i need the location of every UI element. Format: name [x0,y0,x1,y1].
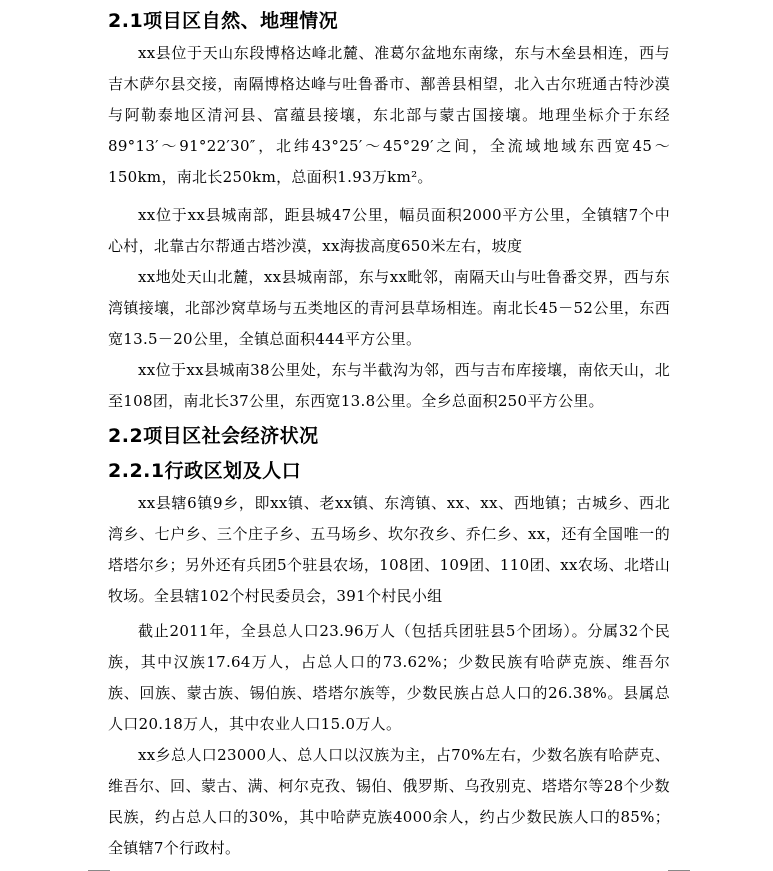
paragraph-location-town-a: xx位于xx县城南部，距县城47公里，幅员面积2000平方公里，全镇辖7个中心村，北靠古尔帮通古塔沙漠，xx海拔高度650米左右，坡度 [108,206,670,255]
paragraph-location-township: xx位于xx县城南38公里处，东与半截沟为邻，西与吉布库接壤，南依天山，北至108团，南北长37公里，东西宽13.8公里。全乡总面积250平方公里。 [108,361,670,410]
section-heading-2-2-1: 2.2.1行政区划及人口 [108,460,302,482]
paragraph-location-county: xx县位于天山东段博格达峰北麓、准葛尔盆地东南缘，东与木垒县相连，西与吉木萨尔县交接，南隔博格达峰与吐鲁番市、鄯善县相望，北入古尔班通古特沙漠与阿勒泰地区清河县、富蕴县接壤，东北部与蒙古国接壤。地理坐标介于东经89°13′～91°22′30″，北纬43°25′～45°29′之间，全流域地域东西宽45～150km，南北长250km，总面积1.93万km²。 [108,44,670,186]
section-heading-2-1: 2.1项目区自然、地理情况 [108,10,339,32]
section-heading-2-2: 2.2项目区社会经济状况 [108,425,319,447]
paragraph-population-county: 截止2011年，全县总人口23.96万人（包括兵团驻县5个团场）。分属32个民族，其中汉族17.64万人，占总人口的73.62%；少数民族有哈萨克族、维吾尔族、回族、蒙古族、锡伯族、塔塔尔族等，少数民族占总人口的26.38%。县属总人口20.18万人，其中农业人口15.0万人。 [108,622,670,733]
paragraph-administrative-divisions: xx县辖6镇9乡，即xx镇、老xx镇、东湾镇、xx、xx、西地镇；古城乡、西北湾乡、七户乡、三个庄子乡、五马场乡、坎尔孜乡、乔仁乡、xx，还有全国唯一的塔塔尔乡；另外还有兵团5个驻县农场，108团、109团、110团、xx农场、北塔山牧场。全县辖102个村民委员会，391个村民小组 [108,494,670,605]
paragraph-location-town-b: xx地处天山北麓，xx县城南部，东与xx毗邻，南隔天山与吐鲁番交界，西与东湾镇接壤，北部沙窝草场与五类地区的青河县草场相连。南北长45－52公里，东西宽13.5－20公里，全镇总面积444平方公里。 [108,268,670,348]
paragraph-population-township: xx乡总人口23000人、总人口以汉族为主，占70%左右，少数名族有哈萨克、维吾尔、回、蒙古、满、柯尔克孜、锡伯、俄罗斯、乌孜别克、塔塔尔等28个少数民族，约占总人口的30%，其中哈萨克族4000余人，约占少数民族人口的85%；全镇辖7个行政村。 [108,746,670,857]
